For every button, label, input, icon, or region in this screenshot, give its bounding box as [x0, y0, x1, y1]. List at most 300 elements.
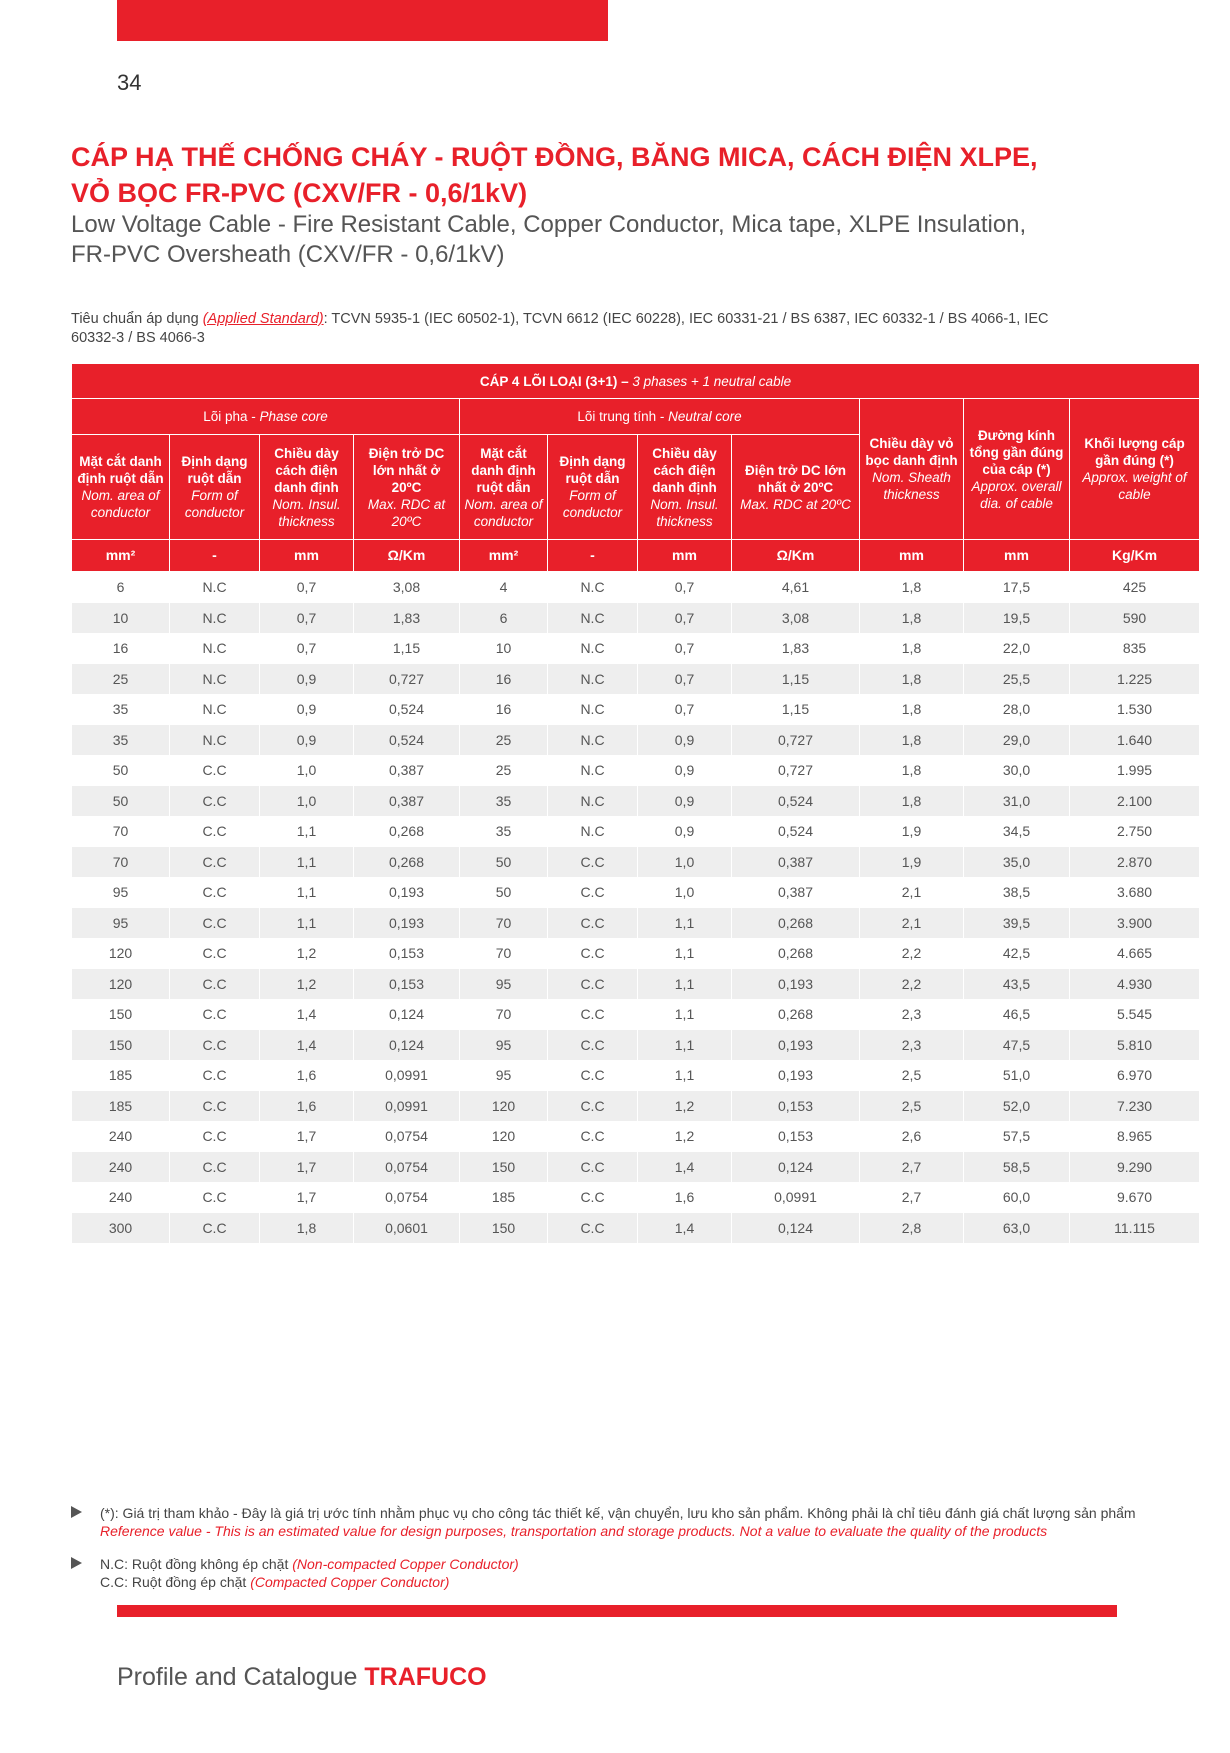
- footer-brand: TRAFUCO: [364, 1663, 487, 1691]
- note2-nc: N.C: Ruột đồng không ép chặt (Non-compacted Copper Conductor): [100, 1556, 519, 1572]
- table-cell: 120: [460, 1121, 548, 1152]
- table-cell: C.C: [548, 999, 638, 1030]
- unit-cell: -: [170, 540, 260, 572]
- table-cell: 70: [460, 999, 548, 1030]
- bottom-accent-bar: [117, 1605, 1117, 1617]
- table-row: [72, 786, 1200, 817]
- table-cell: 1.225: [1070, 664, 1200, 695]
- table-cell: 1,1: [638, 969, 732, 1000]
- table-cell: 1,8: [860, 572, 964, 603]
- table-cell: 1,0: [638, 877, 732, 908]
- table-cell: 25: [72, 664, 170, 695]
- table-cell: 0,153: [354, 938, 460, 969]
- table-cell: 35: [72, 725, 170, 756]
- table-cell: C.C: [548, 969, 638, 1000]
- group-header-phase-core: Lõi pha - Phase core: [72, 399, 460, 435]
- table-cell: 120: [72, 969, 170, 1000]
- col-header-sheath-thickness: Chiều dày vỏ bọc danh định Nom. Sheath thickness: [860, 399, 964, 540]
- table-cell: 7.230: [1070, 1091, 1200, 1122]
- table-cell: 150: [72, 999, 170, 1030]
- table-cell: 2.870: [1070, 847, 1200, 878]
- col-header-neutral-area: Mặt cắt danh định ruột dẫn Nom. area of conductor: [460, 435, 548, 540]
- table-cell: 1,15: [732, 694, 860, 725]
- table-cell: 1,8: [260, 1213, 354, 1244]
- table-cell: C.C: [170, 847, 260, 878]
- table-cell: 0,268: [354, 847, 460, 878]
- table-cell: 1.995: [1070, 755, 1200, 786]
- table-cell: 185: [72, 1091, 170, 1122]
- table-cell: C.C: [170, 1030, 260, 1061]
- table-cell: C.C: [548, 847, 638, 878]
- table-cell: 70: [460, 938, 548, 969]
- table-cell: 1,2: [260, 938, 354, 969]
- table-cell: 0,9: [638, 755, 732, 786]
- table-cell: 1,15: [732, 664, 860, 695]
- standard-label: Tiêu chuẩn áp dụng: [71, 311, 203, 327]
- table-cell: 240: [72, 1152, 170, 1183]
- table-cell: 34,5: [964, 816, 1070, 847]
- table-cell: 0,153: [732, 1121, 860, 1152]
- standard-label-en: (Applied Standard): [202, 311, 324, 327]
- table-cell: 2,7: [860, 1182, 964, 1213]
- table-row: [72, 1091, 1200, 1122]
- table-cell: 10: [72, 603, 170, 634]
- table-cell: 1,8: [860, 664, 964, 695]
- table-cell: 43,5: [964, 969, 1070, 1000]
- table-cell: 70: [460, 908, 548, 939]
- table-cell: 0,0754: [354, 1152, 460, 1183]
- table-caption: CÁP 4 LÕI LOẠI (3+1) – 3 phases + 1 neutral cable: [72, 364, 1200, 399]
- table-cell: N.C: [548, 694, 638, 725]
- table-cell: 1,7: [260, 1121, 354, 1152]
- table-cell: 1,6: [638, 1182, 732, 1213]
- units-row: [72, 540, 1200, 572]
- table-cell: 835: [1070, 633, 1200, 664]
- table-cell: 19,5: [964, 603, 1070, 634]
- table-cell: N.C: [170, 694, 260, 725]
- group-header-neutral-core: Lõi trung tính - Neutral core: [460, 399, 860, 435]
- table-cell: 0,727: [354, 664, 460, 695]
- unit-cell: -: [548, 540, 638, 572]
- triangle-bullet-icon: [71, 1506, 82, 1518]
- table-row: [72, 816, 1200, 847]
- table-cell: C.C: [170, 908, 260, 939]
- table-cell: 29,0: [964, 725, 1070, 756]
- table-cell: 9.670: [1070, 1182, 1200, 1213]
- table-cell: 2,1: [860, 908, 964, 939]
- col-header-neutral-form: Định dạng ruột dẫn Form of conductor: [548, 435, 638, 540]
- col-header-phase-form: Định dạng ruột dẫn Form of conductor: [170, 435, 260, 540]
- table-cell: 50: [72, 755, 170, 786]
- table-cell: 57,5: [964, 1121, 1070, 1152]
- table-cell: 25: [460, 755, 548, 786]
- note-reference-value: [71, 1504, 1181, 1540]
- table-row: [72, 999, 1200, 1030]
- unit-cell: Kg/Km: [1070, 540, 1200, 572]
- table-cell: 1,1: [638, 1030, 732, 1061]
- table-cell: N.C: [548, 816, 638, 847]
- table-cell: 95: [460, 1030, 548, 1061]
- table-cell: 50: [72, 786, 170, 817]
- table-cell: 16: [460, 694, 548, 725]
- table-cell: 0,524: [732, 816, 860, 847]
- table-cell: 2,5: [860, 1091, 964, 1122]
- table-row: [72, 664, 1200, 695]
- triangle-bullet-icon: [71, 1557, 82, 1569]
- table-cell: 0,0601: [354, 1213, 460, 1244]
- table-row: [72, 755, 1200, 786]
- table-cell: 3,08: [354, 572, 460, 603]
- col-header-neutral-insulation: Chiều dày cách điện danh định Nom. Insul. thickness: [638, 435, 732, 540]
- table-cell: 6.970: [1070, 1060, 1200, 1091]
- table-row: [72, 1121, 1200, 1152]
- col-header-phase-resistance: Điện trở DC lớn nhất ở 20ºC Max. RDC at 20ºC: [354, 435, 460, 540]
- table-cell: C.C: [548, 1213, 638, 1244]
- table-cell: 38,5: [964, 877, 1070, 908]
- table-cell: 1,1: [638, 908, 732, 939]
- footer: [117, 1663, 487, 1692]
- table-cell: 70: [72, 847, 170, 878]
- table-cell: 6: [460, 603, 548, 634]
- col-header-overall-diameter: Đường kính tổng gần đúng của cáp (*) Approx. overall dia. of cable: [964, 399, 1070, 540]
- table-cell: 0,7: [260, 603, 354, 634]
- table-cell: 1,15: [354, 633, 460, 664]
- table-cell: 240: [72, 1182, 170, 1213]
- table-body: [72, 572, 1200, 1244]
- table-cell: 35: [460, 786, 548, 817]
- table-cell: 2,5: [860, 1060, 964, 1091]
- table-cell: 1,8: [860, 694, 964, 725]
- table-cell: 0,268: [732, 908, 860, 939]
- table-cell: 2,6: [860, 1121, 964, 1152]
- table-cell: 60,0: [964, 1182, 1070, 1213]
- table-cell: 35,0: [964, 847, 1070, 878]
- table-cell: 0,387: [732, 877, 860, 908]
- table-cell: N.C: [548, 633, 638, 664]
- table-cell: 300: [72, 1213, 170, 1244]
- table-cell: 0,7: [638, 633, 732, 664]
- table-cell: N.C: [548, 664, 638, 695]
- table-cell: 1,0: [260, 786, 354, 817]
- table-cell: C.C: [548, 1121, 638, 1152]
- table-cell: 0,193: [732, 1060, 860, 1091]
- table-row: [72, 603, 1200, 634]
- table-cell: 3.900: [1070, 908, 1200, 939]
- table-cell: 185: [460, 1182, 548, 1213]
- table-cell: 25,5: [964, 664, 1070, 695]
- col-header-neutral-resistance: Điện trở DC lớn nhất ở 20ºC Max. RDC at 20ºC: [732, 435, 860, 540]
- title-english: [71, 210, 1171, 270]
- table-cell: 1,1: [260, 816, 354, 847]
- table-cell: 1,83: [732, 633, 860, 664]
- table-cell: 2,2: [860, 969, 964, 1000]
- table-cell: C.C: [170, 938, 260, 969]
- unit-cell: mm²: [72, 540, 170, 572]
- table-cell: 1,1: [638, 1060, 732, 1091]
- table-cell: C.C: [548, 1152, 638, 1183]
- table-cell: 1,2: [638, 1091, 732, 1122]
- table-cell: 1,1: [260, 877, 354, 908]
- table-row: [72, 1213, 1200, 1244]
- note1-en: Reference value - This is an estimated value for design purposes, transportation and storage products. Not a value to evaluate the quality of the products: [100, 1523, 1048, 1539]
- table-cell: C.C: [548, 1091, 638, 1122]
- table-cell: C.C: [170, 999, 260, 1030]
- table-cell: 52,0: [964, 1091, 1070, 1122]
- table-cell: 3,08: [732, 603, 860, 634]
- title-vi-line1: CÁP HẠ THẾ CHỐNG CHÁY - RUỘT ĐỒNG, BĂNG MICA, CÁCH ĐIỆN XLPE,: [71, 142, 1038, 172]
- table-row: [72, 938, 1200, 969]
- table-row: [72, 847, 1200, 878]
- table-cell: 0,524: [354, 725, 460, 756]
- table-row: [72, 1182, 1200, 1213]
- table-cell: 39,5: [964, 908, 1070, 939]
- table-cell: 0,124: [354, 1030, 460, 1061]
- table-cell: 0,7: [638, 664, 732, 695]
- table-cell: N.C: [548, 786, 638, 817]
- table-cell: 1,4: [260, 1030, 354, 1061]
- table-cell: 95: [72, 877, 170, 908]
- table-cell: 51,0: [964, 1060, 1070, 1091]
- unit-cell: mm: [964, 540, 1070, 572]
- table-cell: 17,5: [964, 572, 1070, 603]
- table-cell: 1,0: [260, 755, 354, 786]
- table-row: [72, 694, 1200, 725]
- table-cell: 9.290: [1070, 1152, 1200, 1183]
- table-cell: 1,8: [860, 725, 964, 756]
- table-cell: 2,7: [860, 1152, 964, 1183]
- table-cell: 1,4: [260, 999, 354, 1030]
- table-cell: 0,9: [638, 816, 732, 847]
- table-cell: 25: [460, 725, 548, 756]
- table-cell: C.C: [170, 1121, 260, 1152]
- table-row: [72, 969, 1200, 1000]
- table-cell: 0,387: [354, 786, 460, 817]
- table-cell: 0,0754: [354, 1121, 460, 1152]
- table-cell: 4: [460, 572, 548, 603]
- table-cell: 4.665: [1070, 938, 1200, 969]
- table-cell: 1,1: [638, 999, 732, 1030]
- table-cell: N.C: [170, 572, 260, 603]
- title-vietnamese: [71, 139, 1171, 211]
- table-cell: 28,0: [964, 694, 1070, 725]
- table-row: [72, 877, 1200, 908]
- table-cell: C.C: [548, 877, 638, 908]
- table-cell: 150: [460, 1213, 548, 1244]
- table-cell: 5.810: [1070, 1030, 1200, 1061]
- table-cell: 2.100: [1070, 786, 1200, 817]
- table-cell: 185: [72, 1060, 170, 1091]
- table-cell: 0,0991: [732, 1182, 860, 1213]
- table-cell: 6: [72, 572, 170, 603]
- note2-cc: C.C: Ruột đồng ép chặt (Compacted Copper Conductor): [100, 1574, 450, 1590]
- table-cell: C.C: [170, 786, 260, 817]
- table-cell: 0,524: [354, 694, 460, 725]
- col-header-phase-insulation: Chiều dày cách điện danh định Nom. Insul. thickness: [260, 435, 354, 540]
- table-cell: 0,7: [638, 603, 732, 634]
- table-cell: 1,2: [638, 1121, 732, 1152]
- unit-cell: Ω/Km: [732, 540, 860, 572]
- table-cell: 8.965: [1070, 1121, 1200, 1152]
- table-cell: C.C: [170, 1091, 260, 1122]
- table-cell: N.C: [170, 633, 260, 664]
- table-cell: 2.750: [1070, 816, 1200, 847]
- table-cell: N.C: [170, 725, 260, 756]
- table-cell: 1,9: [860, 816, 964, 847]
- table-cell: 1,0: [638, 847, 732, 878]
- table-cell: N.C: [548, 572, 638, 603]
- table-cell: 0,727: [732, 725, 860, 756]
- table-cell: 10: [460, 633, 548, 664]
- table-cell: 0,727: [732, 755, 860, 786]
- table-cell: 0,0991: [354, 1060, 460, 1091]
- table-cell: 0,268: [354, 816, 460, 847]
- table-cell: 1.530: [1070, 694, 1200, 725]
- unit-cell: mm²: [460, 540, 548, 572]
- table-cell: 590: [1070, 603, 1200, 634]
- table-cell: C.C: [548, 1060, 638, 1091]
- table-cell: 425: [1070, 572, 1200, 603]
- unit-cell: mm: [860, 540, 964, 572]
- unit-cell: mm: [638, 540, 732, 572]
- table-cell: 2,2: [860, 938, 964, 969]
- table-cell: N.C: [548, 755, 638, 786]
- table-cell: 1,6: [260, 1091, 354, 1122]
- table-cell: C.C: [170, 877, 260, 908]
- table-cell: 0,124: [732, 1213, 860, 1244]
- table-cell: C.C: [170, 969, 260, 1000]
- table-cell: N.C: [170, 664, 260, 695]
- table-row: [72, 572, 1200, 603]
- table-cell: 0,193: [732, 969, 860, 1000]
- table-cell: 120: [72, 938, 170, 969]
- table-cell: 95: [72, 908, 170, 939]
- table-cell: 1,1: [638, 938, 732, 969]
- table-cell: 0,0991: [354, 1091, 460, 1122]
- table-cell: 0,9: [638, 786, 732, 817]
- table-cell: 1,8: [860, 755, 964, 786]
- table-cell: C.C: [170, 1060, 260, 1091]
- table-cell: 46,5: [964, 999, 1070, 1030]
- table-cell: 0,7: [638, 694, 732, 725]
- table-cell: 0,524: [732, 786, 860, 817]
- table-cell: 0,153: [354, 969, 460, 1000]
- table-cell: C.C: [170, 1182, 260, 1213]
- table-cell: 1,2: [260, 969, 354, 1000]
- table-cell: 0,7: [638, 572, 732, 603]
- table-cell: 42,5: [964, 938, 1070, 969]
- table-cell: 0,0754: [354, 1182, 460, 1213]
- table-cell: 1,7: [260, 1182, 354, 1213]
- table-cell: 3.680: [1070, 877, 1200, 908]
- table-cell: 35: [72, 694, 170, 725]
- table-cell: 1,9: [860, 847, 964, 878]
- table-cell: 1,1: [260, 847, 354, 878]
- table-cell: C.C: [548, 938, 638, 969]
- applied-standard: [71, 310, 1091, 348]
- table-cell: 5.545: [1070, 999, 1200, 1030]
- table-cell: C.C: [548, 908, 638, 939]
- table-cell: 1,8: [860, 603, 964, 634]
- table-cell: 1,83: [354, 603, 460, 634]
- table-cell: 0,268: [732, 938, 860, 969]
- table-cell: 2,1: [860, 877, 964, 908]
- table-cell: 0,7: [260, 572, 354, 603]
- table-cell: 0,9: [638, 725, 732, 756]
- table-cell: 0,268: [732, 999, 860, 1030]
- table-cell: 50: [460, 847, 548, 878]
- table-cell: 0,193: [354, 908, 460, 939]
- table-cell: 4.930: [1070, 969, 1200, 1000]
- table-cell: 47,5: [964, 1030, 1070, 1061]
- table-cell: 2,3: [860, 999, 964, 1030]
- table-row: [72, 908, 1200, 939]
- table-cell: 240: [72, 1121, 170, 1152]
- table-row: [72, 633, 1200, 664]
- table-cell: 31,0: [964, 786, 1070, 817]
- table-cell: 16: [72, 633, 170, 664]
- table-cell: 63,0: [964, 1213, 1070, 1244]
- table-cell: 150: [72, 1030, 170, 1061]
- col-header-phase-area: Mặt cắt danh định ruột dẫn Nom. area of conductor: [72, 435, 170, 540]
- table-cell: 16: [460, 664, 548, 695]
- table-cell: 120: [460, 1091, 548, 1122]
- col-header-weight: Khối lượng cáp gần đúng (*) Approx. weight of cable: [1070, 399, 1200, 540]
- note-conductor-codes: [71, 1555, 1181, 1591]
- table-cell: 95: [460, 1060, 548, 1091]
- table-cell: 70: [72, 816, 170, 847]
- table-row: [72, 1152, 1200, 1183]
- table-cell: 50: [460, 877, 548, 908]
- table-cell: C.C: [170, 755, 260, 786]
- unit-cell: Ω/Km: [354, 540, 460, 572]
- table-cell: 22,0: [964, 633, 1070, 664]
- table-row: [72, 725, 1200, 756]
- footer-text: Profile and Catalogue: [117, 1663, 365, 1691]
- table-cell: C.C: [170, 1213, 260, 1244]
- table-cell: 0,124: [354, 999, 460, 1030]
- table-cell: 1,1: [260, 908, 354, 939]
- title-en-line2: FR-PVC Oversheath (CXV/FR - 0,6/1kV): [71, 241, 505, 268]
- table-cell: 30,0: [964, 755, 1070, 786]
- table-cell: 1,8: [860, 786, 964, 817]
- table-cell: 11.115: [1070, 1213, 1200, 1244]
- table-cell: 0,124: [732, 1152, 860, 1183]
- table-cell: 1.640: [1070, 725, 1200, 756]
- cable-spec-table: [71, 363, 1200, 1243]
- table-cell: 0,7: [260, 633, 354, 664]
- table-cell: 0,387: [354, 755, 460, 786]
- table-cell: N.C: [170, 603, 260, 634]
- table-cell: 35: [460, 816, 548, 847]
- top-accent-bar: [117, 0, 608, 41]
- table-cell: 2,8: [860, 1213, 964, 1244]
- table-cell: 0,9: [260, 725, 354, 756]
- table-cell: 4,61: [732, 572, 860, 603]
- standard-text: : TCVN 5935-1 (IEC 60502-1), TCVN 6612 (IEC 60228), IEC 60331-21 / BS 6387, IEC 60332-1 / BS 4066-1, IEC 60332-3 / BS 4066-3: [71, 311, 1049, 346]
- table-cell: 0,193: [732, 1030, 860, 1061]
- table-row: [72, 1030, 1200, 1061]
- table-cell: 1,4: [638, 1152, 732, 1183]
- table-cell: 1,7: [260, 1152, 354, 1183]
- table-cell: 95: [460, 969, 548, 1000]
- table-cell: 1,8: [860, 633, 964, 664]
- table-cell: 0,9: [260, 664, 354, 695]
- page-number: 34: [117, 70, 142, 95]
- table-cell: C.C: [170, 1152, 260, 1183]
- table-cell: C.C: [548, 1030, 638, 1061]
- title-vi-line2: VỎ BỌC FR-PVC (CXV/FR - 0,6/1kV): [71, 178, 528, 208]
- table-cell: 150: [460, 1152, 548, 1183]
